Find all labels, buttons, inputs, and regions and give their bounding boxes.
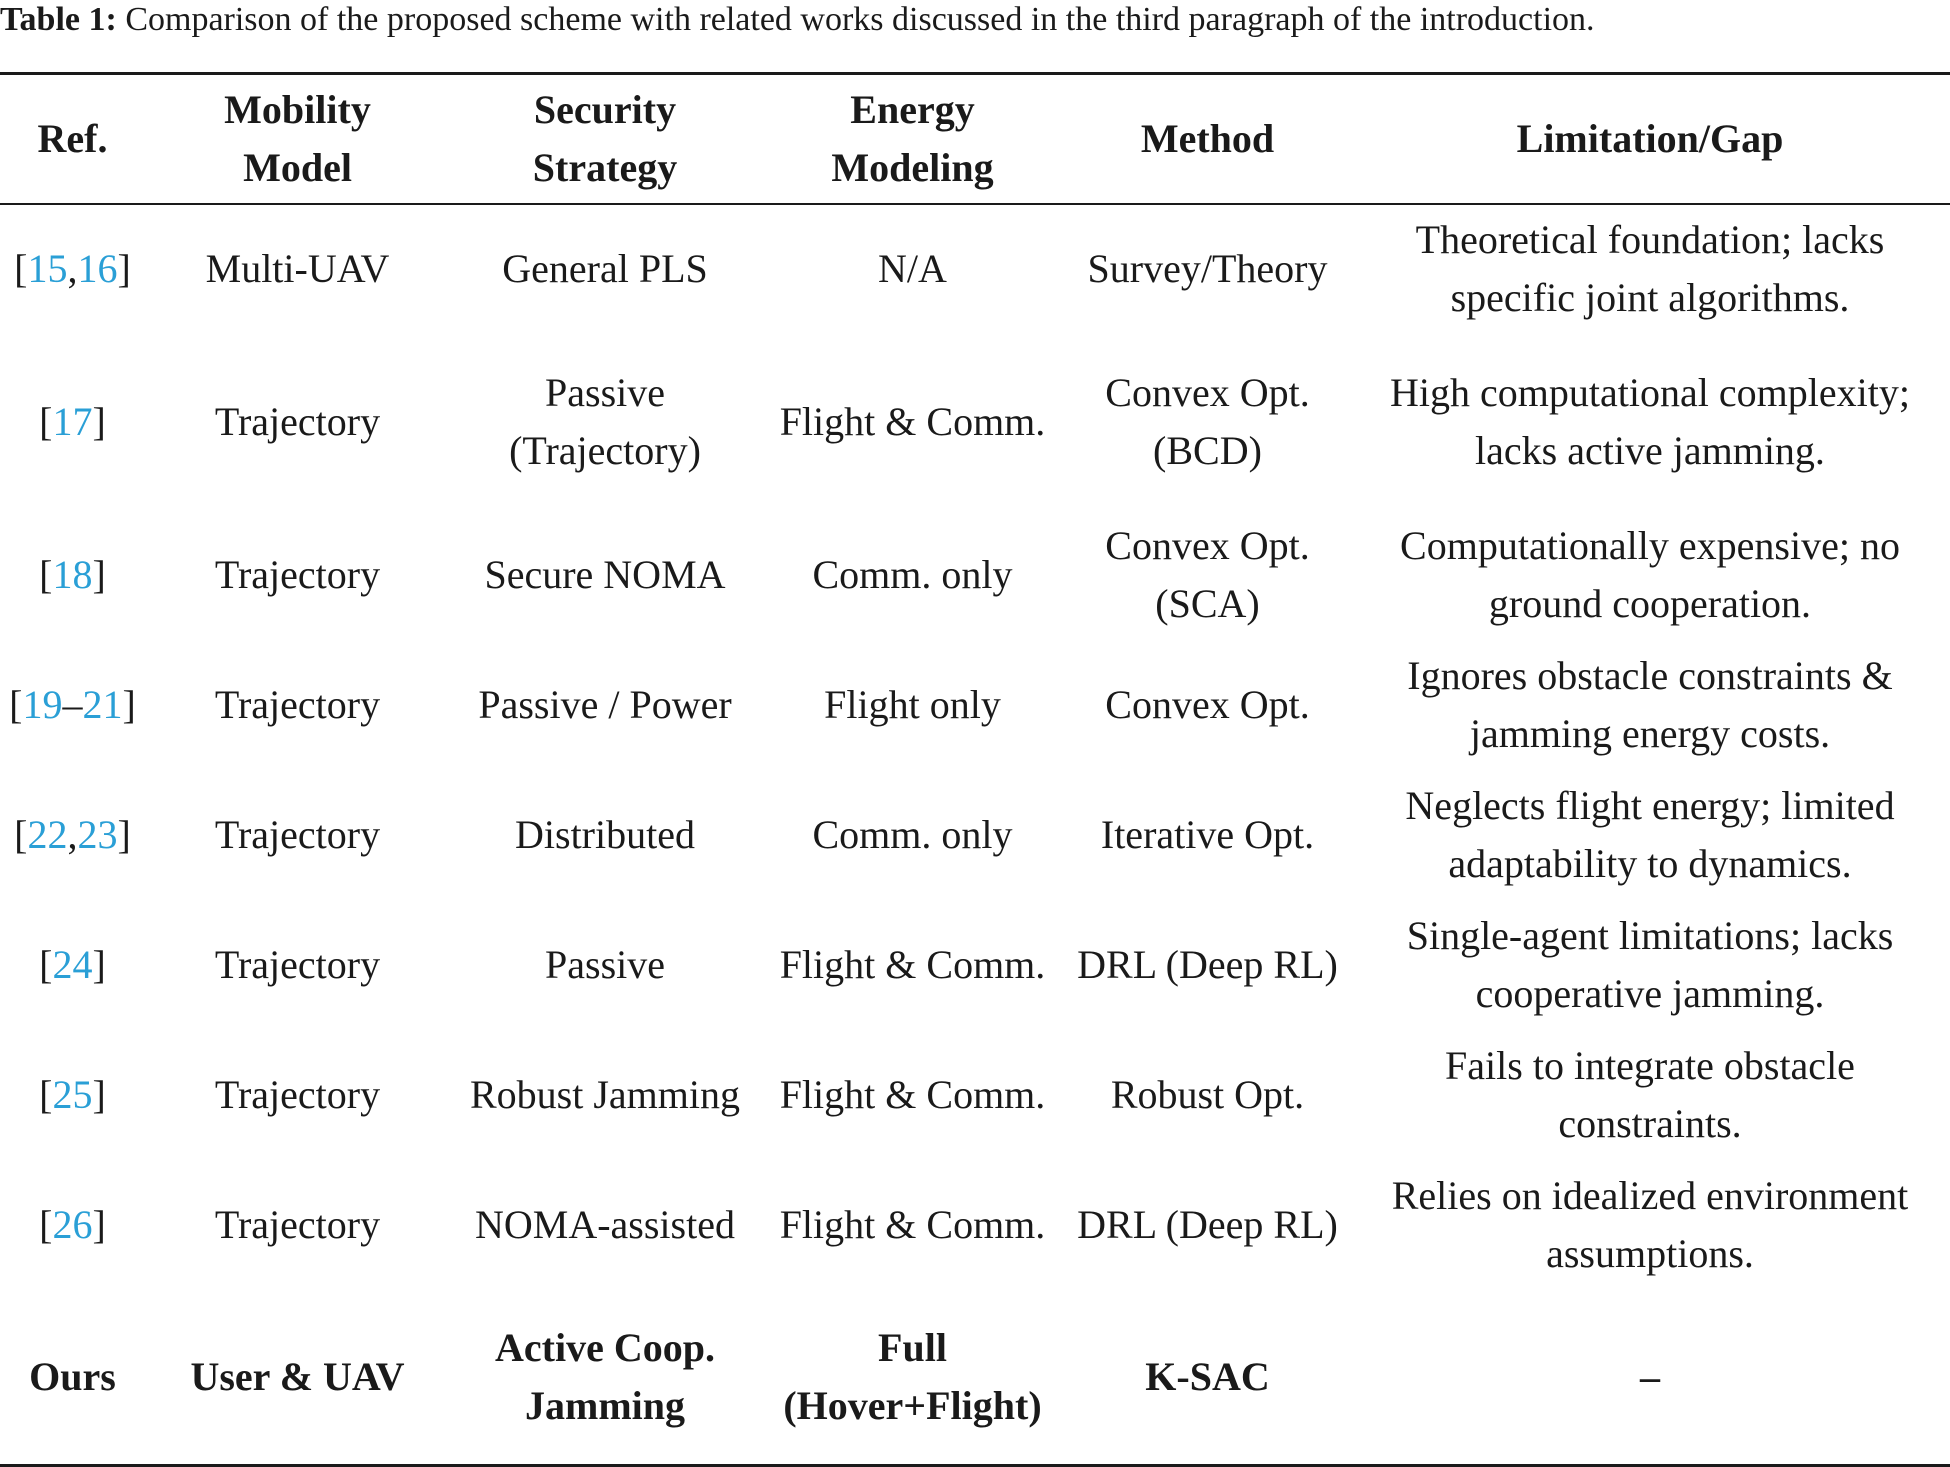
- header-security-line1: Security: [533, 86, 677, 132]
- cell-method-ours: K-SAC: [1065, 1290, 1350, 1466]
- cell-security: General PLS: [502, 246, 708, 291]
- cell-method: Convex Opt. (SCA): [1105, 522, 1310, 626]
- cell-security-ours: Active Coop. Jamming: [450, 1290, 760, 1466]
- cell-mobility: Trajectory: [214, 941, 381, 987]
- cell-ref: [0, 204, 145, 334]
- citation-link[interactable]: 21: [82, 681, 123, 727]
- ref-open: [: [39, 1071, 53, 1117]
- cell-ref: [0, 334, 145, 510]
- cell-ref: [0, 900, 145, 1030]
- cell-method: Convex Opt. (BCD): [1105, 369, 1310, 473]
- cell-limitation: Single-agent limitations; lacks cooperative jamming.: [1406, 912, 1894, 1016]
- caption-label: Table 1:: [0, 1, 117, 38]
- citation-link[interactable]: 25: [52, 1071, 93, 1117]
- citation-link[interactable]: 15: [27, 246, 68, 291]
- table-body: [0, 204, 1950, 1466]
- cell-method: Iterative Opt.: [1100, 811, 1315, 857]
- header-energy-line2: Modeling: [831, 144, 994, 190]
- ref-open: [: [39, 1201, 53, 1247]
- header-limitation-text: Limitation/Gap: [1516, 115, 1784, 161]
- cell-mobility: Trajectory: [214, 398, 381, 444]
- citation-link[interactable]: 16: [77, 246, 118, 291]
- cell-energy: Flight & Comm.: [779, 941, 1046, 987]
- citation-link[interactable]: 17: [52, 398, 93, 444]
- citation-link[interactable]: 22: [27, 811, 68, 857]
- cell-limitation: Neglects flight energy; limited adaptability to dynamics.: [1405, 782, 1895, 886]
- ref-separator: ,: [67, 811, 78, 857]
- table-header: [0, 74, 1950, 204]
- caption-text: Comparison of the proposed scheme with related works discussed in the third paragraph of the introduction.: [125, 1, 1595, 38]
- cell-mobility: Trajectory: [214, 681, 381, 727]
- table-row: [0, 510, 1950, 640]
- cell-ref: [0, 510, 145, 640]
- header-row: [0, 74, 1950, 204]
- comparison-table-container: [0, 72, 1950, 1467]
- table-row: [0, 770, 1950, 900]
- header-method-text: Method: [1140, 115, 1275, 161]
- cell-limitation-ours: –: [1350, 1290, 1950, 1466]
- cell-limitation: Theoretical foundation; lacks specific joint algorithms.: [1415, 217, 1885, 320]
- cell-limitation: Fails to integrate obstacle constraints.: [1445, 1042, 1855, 1146]
- header-mobility: [145, 74, 450, 204]
- cell-energy: Comm. only: [812, 551, 1013, 597]
- ref-open: [: [39, 551, 53, 597]
- ref-open: [: [14, 811, 28, 857]
- cell-mobility: Trajectory: [214, 551, 381, 597]
- header-mobility-line1: Mobility: [224, 86, 371, 132]
- header-energy: [760, 74, 1065, 204]
- cell-limitation: High computational complexity; lacks active jamming.: [1390, 369, 1910, 473]
- ref-open: [: [9, 681, 23, 727]
- ref-close: ]: [117, 246, 131, 291]
- table-row: [0, 640, 1950, 770]
- table-row: [0, 334, 1950, 510]
- cell-security: Secure NOMA: [484, 551, 726, 597]
- cell-mobility: Trajectory: [214, 811, 381, 857]
- cell-ref: [0, 770, 145, 900]
- cell-ref: [0, 1030, 145, 1160]
- cell-ref: [0, 1160, 145, 1290]
- cell-method: Survey/Theory: [1087, 246, 1328, 291]
- cell-security: Passive (Trajectory): [509, 369, 701, 473]
- citation-link[interactable]: 19: [22, 681, 63, 727]
- ref-open: [: [14, 246, 28, 291]
- ref-close: ]: [122, 681, 136, 727]
- cell-security: Robust Jamming: [469, 1071, 741, 1117]
- header-ref: [0, 74, 145, 204]
- cell-security: Passive: [545, 941, 665, 987]
- cell-energy: Flight only: [824, 681, 1001, 727]
- cell-energy: Flight & Comm.: [779, 398, 1046, 444]
- citation-link[interactable]: 26: [52, 1201, 93, 1247]
- table-row: [0, 900, 1950, 1030]
- cell-mobility: Multi-UAV: [205, 246, 390, 291]
- header-energy-line1: Energy: [850, 86, 975, 132]
- cell-method: Convex Opt.: [1105, 681, 1310, 727]
- header-security: [450, 74, 760, 204]
- cell-security: Distributed: [515, 811, 695, 857]
- cell-energy: Flight & Comm.: [779, 1071, 1046, 1117]
- cell-method: DRL (Deep RL): [1077, 941, 1338, 987]
- cell-mobility-ours: User & UAV: [145, 1290, 450, 1466]
- ref-separator: ,: [67, 246, 78, 291]
- header-security-line2: Strategy: [532, 144, 678, 190]
- table-row: [0, 1160, 1950, 1290]
- citation-link[interactable]: 24: [52, 941, 93, 987]
- cell-limitation: Relies on idealized environment assumptions.: [1391, 1172, 1909, 1276]
- cell-energy: Comm. only: [812, 811, 1013, 857]
- cell-energy-ours: Full (Hover+Flight): [760, 1290, 1065, 1466]
- header-limitation: [1350, 74, 1950, 204]
- ref-open: [: [39, 398, 53, 444]
- cell-security: NOMA-assisted: [475, 1201, 735, 1247]
- cell-energy: Flight & Comm.: [779, 1201, 1046, 1247]
- comparison-table: [0, 72, 1950, 1467]
- cell-energy: N/A: [878, 246, 947, 291]
- cell-ref: [0, 640, 145, 770]
- ref-close: ]: [92, 551, 106, 597]
- table-caption: [0, 0, 1950, 40]
- cell-limitation: Computationally expensive; no ground cooperation.: [1400, 522, 1900, 626]
- ref-close: ]: [117, 811, 131, 857]
- ref-close: ]: [92, 1201, 106, 1247]
- ref-close: ]: [92, 1071, 106, 1117]
- cell-method: DRL (Deep RL): [1077, 1201, 1338, 1247]
- ours-row: [0, 1290, 1950, 1466]
- citation-link[interactable]: 18: [52, 551, 93, 597]
- header-method: [1065, 74, 1350, 204]
- cell-ref-ours: Ours: [0, 1290, 145, 1466]
- header-mobility-line2: Model: [243, 144, 352, 190]
- cell-mobility: Trajectory: [214, 1071, 381, 1117]
- cell-limitation: Ignores obstacle constraints & jamming energy costs.: [1407, 652, 1893, 756]
- cell-method: Robust Opt.: [1110, 1071, 1305, 1117]
- table-row: [0, 204, 1950, 334]
- header-ref-text: Ref.: [37, 115, 108, 161]
- ref-open: [: [39, 941, 53, 987]
- ref-close: ]: [92, 398, 106, 444]
- cell-security: Passive / Power: [478, 681, 732, 727]
- ref-close: ]: [92, 941, 106, 987]
- citation-link[interactable]: 23: [77, 811, 118, 857]
- table-row: [0, 1030, 1950, 1160]
- cell-mobility: Trajectory: [214, 1201, 381, 1247]
- ref-separator: –: [62, 681, 83, 727]
